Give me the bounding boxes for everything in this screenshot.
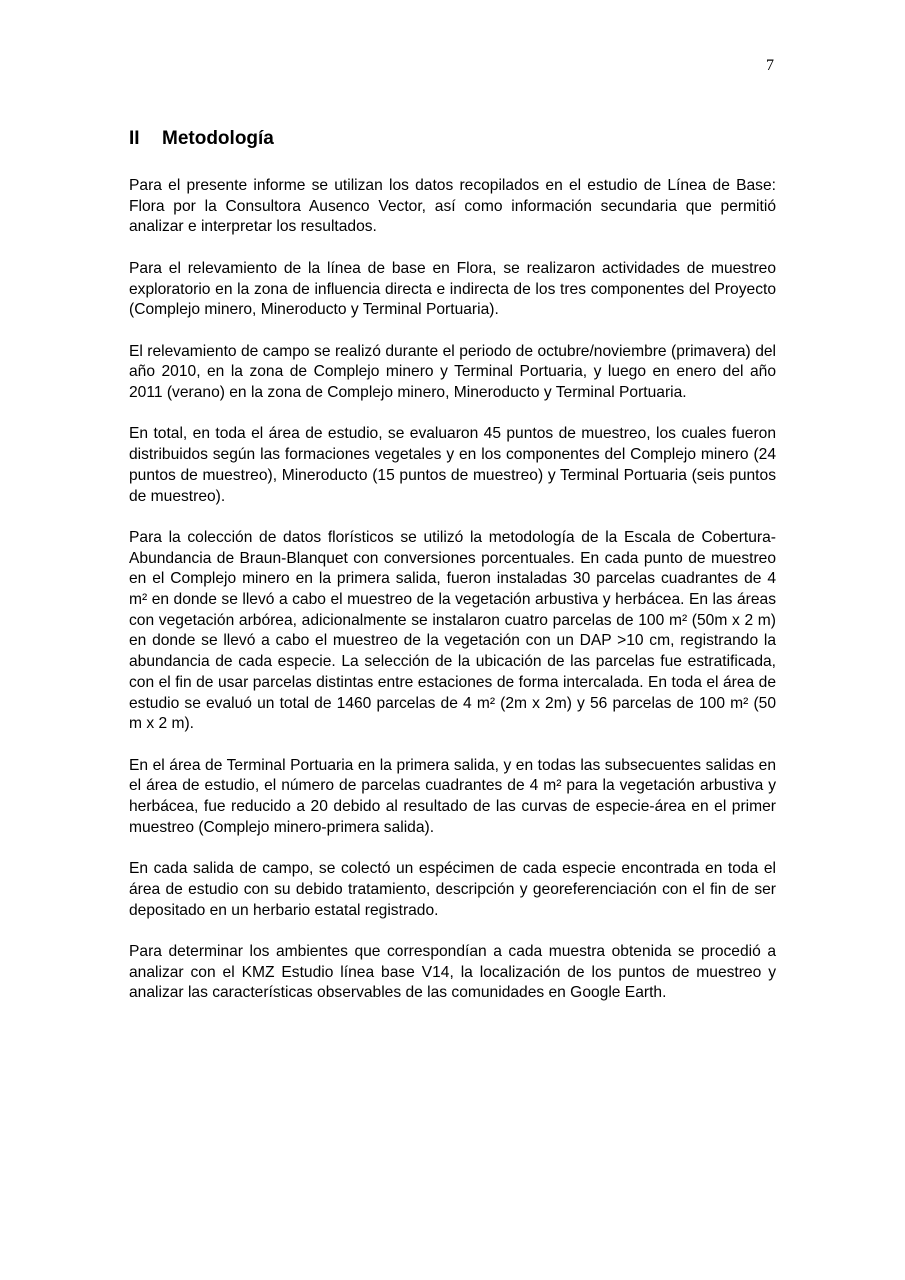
paragraph-terminal-plots: En el área de Terminal Portuaria en la primera salida, y en todas las subsecuentes salidas en el área de estudio, el número de parcelas cuadrantes de 4 m² para la vegetación arbustiva y herbácea, fue reducido a 20 debido al resultado de las curvas de especie-área en el primer muestreo (Complejo minero-primera salida). <box>129 756 776 836</box>
page-number: 7 <box>766 57 774 74</box>
paragraph-field-period: El relevamiento de campo se realizó durante el periodo de octubre/noviembre (primavera) del año 2010, en la zona de Complejo minero y Terminal Portuaria, y luego en enero del año 2011 (verano) en la zona de Complejo minero, Mineroducto y Terminal Portuaria. <box>129 342 776 401</box>
section-title: Metodología <box>162 128 274 149</box>
paragraph-braun-blanquet-method: Para la colección de datos florísticos se utilizó la metodología de la Escala de Cobertura-Abundancia de Braun-Blanquet con conversiones porcentuales. En cada punto de muestreo en el Complejo minero en la primera salida, fueron instaladas 30 parcelas cuadrantes de 4 m² en donde se llevó a cabo el muestreo de la vegetación arbustiva y herbácea. En las áreas con vegetación arbórea, adicionalmente se instalaron cuatro parcelas de 100 m² (50m x 2 m) en donde se llevó a cabo el muestreo de la vegetación con un DAP >10 cm, registrando la abundancia de cada especie. La selección de la ubicación de las parcelas fue estratificada, con el fin de usar parcelas distintas entre estaciones de forma intercalada. En toda el área de estudio se evaluó un total de 1460 parcelas de 4 m² (2m x 2m) y 56 parcelas de 100 m² (50 m x 2 m). <box>129 528 776 733</box>
paragraph-environment-analysis: Para determinar los ambientes que correspondían a cada muestra obtenida se procedió a analizar con el KMZ Estudio línea base V14, la localización de los puntos de muestreo y analizar las características observables de las comunidades en Google Earth. <box>129 942 776 1002</box>
paragraph-specimen-collection: En cada salida de campo, se colectó un espécimen de cada especie encontrada en toda el área de estudio con su debido tratamiento, descripción y georeferenciación con el fin de ser depositado en un herbario estatal registrado. <box>129 860 776 919</box>
section-heading <box>129 127 274 151</box>
body-text <box>129 176 776 1025</box>
paragraph-sampling-points: En total, en toda el área de estudio, se evaluaron 45 puntos de muestreo, los cuales fueron distribuidos según las formaciones vegetales y en los componentes del Complejo minero (24 puntos de muestreo), Mineroducto (15 puntos de muestreo) y Terminal Portuaria (seis puntos de muestreo). <box>129 425 776 505</box>
paragraph-survey-scope: Para el relevamiento de la línea de base en Flora, se realizaron actividades de muestreo exploratorio en la zona de influencia directa e indirecta de los tres componentes del Proyecto (Complejo minero, Mineroducto y Terminal Portuaria). <box>129 259 776 319</box>
section-number: II <box>129 128 140 149</box>
paragraph-data-sources: Para el presente informe se utilizan los datos recopilados en el estudio de Línea de Base: Flora por la Consultora Ausenco Vector, así como información secundaria que permitió analizar e interpretar los resultados. <box>129 177 776 236</box>
